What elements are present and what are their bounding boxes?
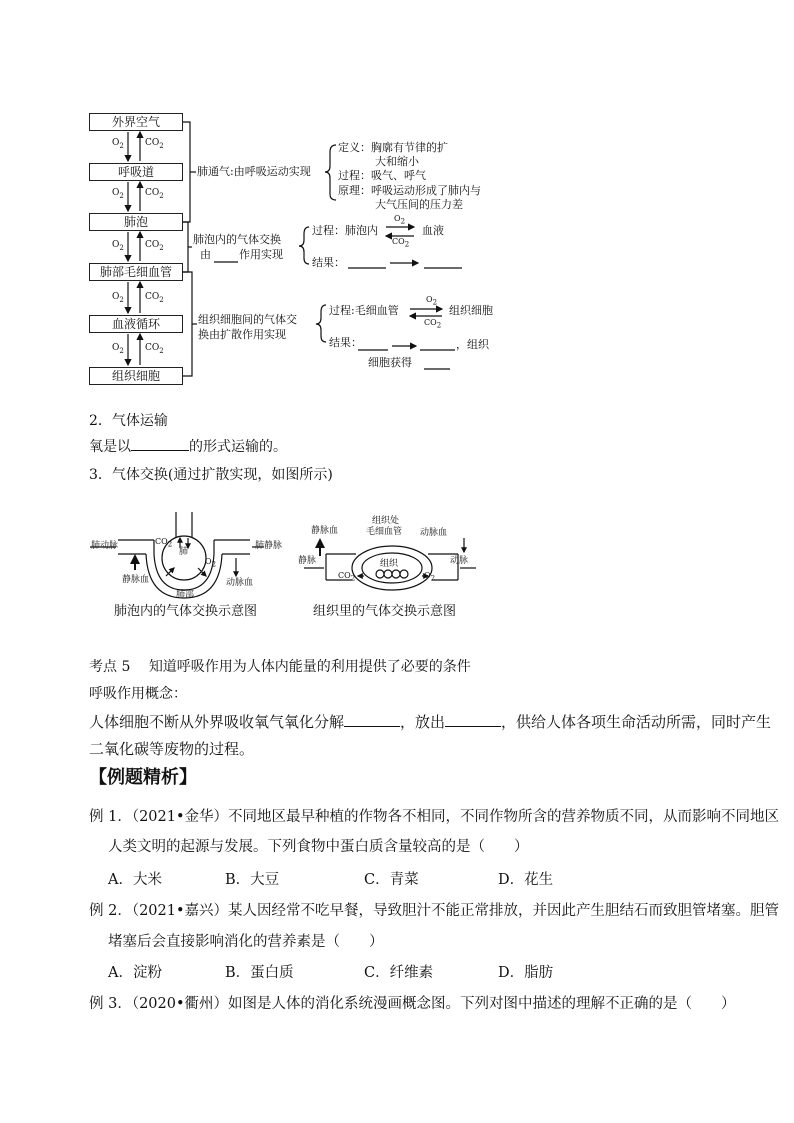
fig2-capillary-2: 毛细血管 bbox=[366, 527, 403, 537]
section2-line: 氧是以 的形式运输的。 bbox=[89, 436, 287, 458]
box-lung-capillary: 肺部毛细血管 bbox=[89, 263, 183, 281]
fig2-venous: 静脉血 bbox=[311, 526, 339, 536]
branch-alveolar-exchange-2: 由 作用实现 bbox=[200, 248, 283, 261]
fig1-pulmonary-artery: 肺动脉 bbox=[91, 541, 119, 551]
o2-label-2: $O_2$ bbox=[112, 188, 124, 200]
fig2-tissue: 组织 bbox=[380, 559, 399, 569]
branch2-result: 结果： bbox=[312, 256, 345, 269]
example1-option-b: B．大豆 bbox=[225, 872, 280, 888]
box-airway: 呼吸道 bbox=[89, 163, 183, 181]
example2-option-d: D．脂肪 bbox=[498, 965, 554, 981]
example2-option-c: C．纤维素 bbox=[364, 965, 434, 981]
example2-line2: 堵塞后会直接影响消化的营养素是（ ） bbox=[108, 934, 384, 950]
branch2-co2: $CO_2$ bbox=[392, 237, 410, 249]
section3-heading: 3．气体交换(通过扩散实现，如图所示) bbox=[89, 467, 333, 483]
example2-option-b: B．蛋白质 bbox=[225, 965, 294, 981]
example1-line2: 人类文明的起源与发展。下列食物中蛋白质含量较高的是（ ） bbox=[108, 839, 529, 855]
point5-line1: 人体细胞不断从外界吸收氧气氧化分解 ，放出 ，供给人体各项生命活动所需，同时产生 bbox=[89, 713, 772, 731]
branch3-co2: $CO_2$ bbox=[424, 318, 442, 330]
box-alveoli: 肺泡 bbox=[89, 213, 183, 231]
branch-tissue-exchange: 组织细胞间的气体交 bbox=[198, 313, 297, 326]
o2-label-3: $O_2$ bbox=[112, 240, 124, 252]
example3-line1: 例 3．（2020•衢州）如图是人体的消化系统漫画概念图。下列对图中描述的理解不正确的是（ ） bbox=[89, 996, 736, 1012]
branch2-blood: 血液 bbox=[422, 224, 444, 237]
branch1-process: 过程：吸气、呼气 bbox=[338, 169, 426, 182]
fig2-arterial: 动脉血 bbox=[420, 528, 448, 538]
branch3-cell: 组织细胞 bbox=[449, 304, 493, 317]
fig2-co2: $CO_2$ bbox=[338, 571, 356, 583]
box-blood-circulation: 血液循环 bbox=[89, 315, 183, 333]
branch2-process: 过程：肺泡内 bbox=[312, 224, 378, 237]
fig2-capillary-1: 组织处 bbox=[372, 516, 400, 526]
fig1-o2: $O_2$ bbox=[205, 557, 217, 569]
fig1-arterial: 动脉血 bbox=[226, 578, 254, 588]
example2-line1: 例 2．（2021•嘉兴）某人因经常不吃早餐，导致胆汁不能正常排放，并因此产生胆结石而致胆管堵塞。胆管 bbox=[89, 903, 780, 919]
branch1-principle-2: 大气压间的压力差 bbox=[375, 198, 463, 211]
fig1-lung: 肺 bbox=[179, 547, 189, 557]
branch1-principle: 原理：呼吸运动形成了肺内与 bbox=[338, 184, 481, 197]
branch-pulmonary-ventilation: 肺通气:由呼吸运动实现 bbox=[197, 165, 311, 178]
example1-line1: 例 1．（2021•金华）不同地区最早种植的作物各不相同，不同作物所含的营养物质不同，从而影响不同地区 bbox=[89, 809, 780, 825]
fig1-caption: 肺泡内的气体交换示意图 bbox=[114, 604, 258, 619]
fig2-artery: 动脉 bbox=[450, 556, 469, 566]
branch3-result: 结果： bbox=[329, 336, 362, 349]
fig2-o2: $O_2$ bbox=[424, 571, 436, 583]
example1-option-c: C．青菜 bbox=[364, 872, 419, 888]
branch1-definition-2: 大和缩小 bbox=[375, 155, 419, 168]
fig1-venous: 静脉血 bbox=[122, 575, 150, 585]
co2-label-1: $CO_2$ bbox=[145, 138, 164, 150]
point5-line2: 二氧化碳等废物的过程。 bbox=[89, 740, 255, 758]
point5-concept-title: 呼吸作用概念： bbox=[89, 686, 187, 702]
co2-label-3: $CO_2$ bbox=[145, 240, 164, 252]
examples-heading: 【例题精析】 bbox=[89, 767, 197, 788]
branch3-gain: 细胞获得 bbox=[368, 356, 412, 369]
box-tissue-cells: 组织细胞 bbox=[89, 367, 183, 385]
fig1-pulmonary-vein: 肺静脉 bbox=[255, 541, 283, 551]
section2-heading: 2．气体运输 bbox=[89, 413, 168, 429]
branch3-tail: ，组织 bbox=[456, 338, 489, 351]
branch3-process: 过程:毛细血管 bbox=[329, 304, 399, 317]
co2-label-5: $CO_2$ bbox=[145, 343, 164, 355]
branch3-o2: $O_2$ bbox=[426, 295, 438, 307]
fig1-lung-part: 肺部 bbox=[176, 590, 195, 600]
o2-label-4: $O_2$ bbox=[112, 292, 124, 304]
o2-label-5: $O_2$ bbox=[112, 343, 124, 355]
co2-label-4: $CO_2$ bbox=[145, 292, 164, 304]
branch-tissue-exchange-2: 换由扩散作用实现 bbox=[198, 328, 286, 341]
box-outside-air: 外界空气 bbox=[89, 113, 183, 131]
fig2-caption: 组织里的气体交换示意图 bbox=[313, 604, 457, 619]
fig1-co2: $CO_2$ bbox=[155, 537, 173, 549]
branch-alveolar-exchange: 肺泡内的气体交换 bbox=[193, 233, 281, 246]
co2-label-2: $CO_2$ bbox=[145, 188, 164, 200]
branch1-definition: 定义：胸廓有节律的扩 bbox=[338, 141, 448, 154]
example2-option-a: A．淀粉 bbox=[108, 965, 162, 981]
point5-line: 考点 5 知道呼吸作用为人体内能量的利用提供了必要的条件 bbox=[89, 659, 471, 675]
example1-option-a: A．大米 bbox=[108, 872, 162, 888]
example1-option-d: D．花生 bbox=[498, 872, 554, 888]
o2-label-1: $O_2$ bbox=[112, 138, 124, 150]
fig2-vein: 静脉 bbox=[298, 556, 317, 566]
branch2-o2: $O_2$ bbox=[394, 214, 406, 226]
